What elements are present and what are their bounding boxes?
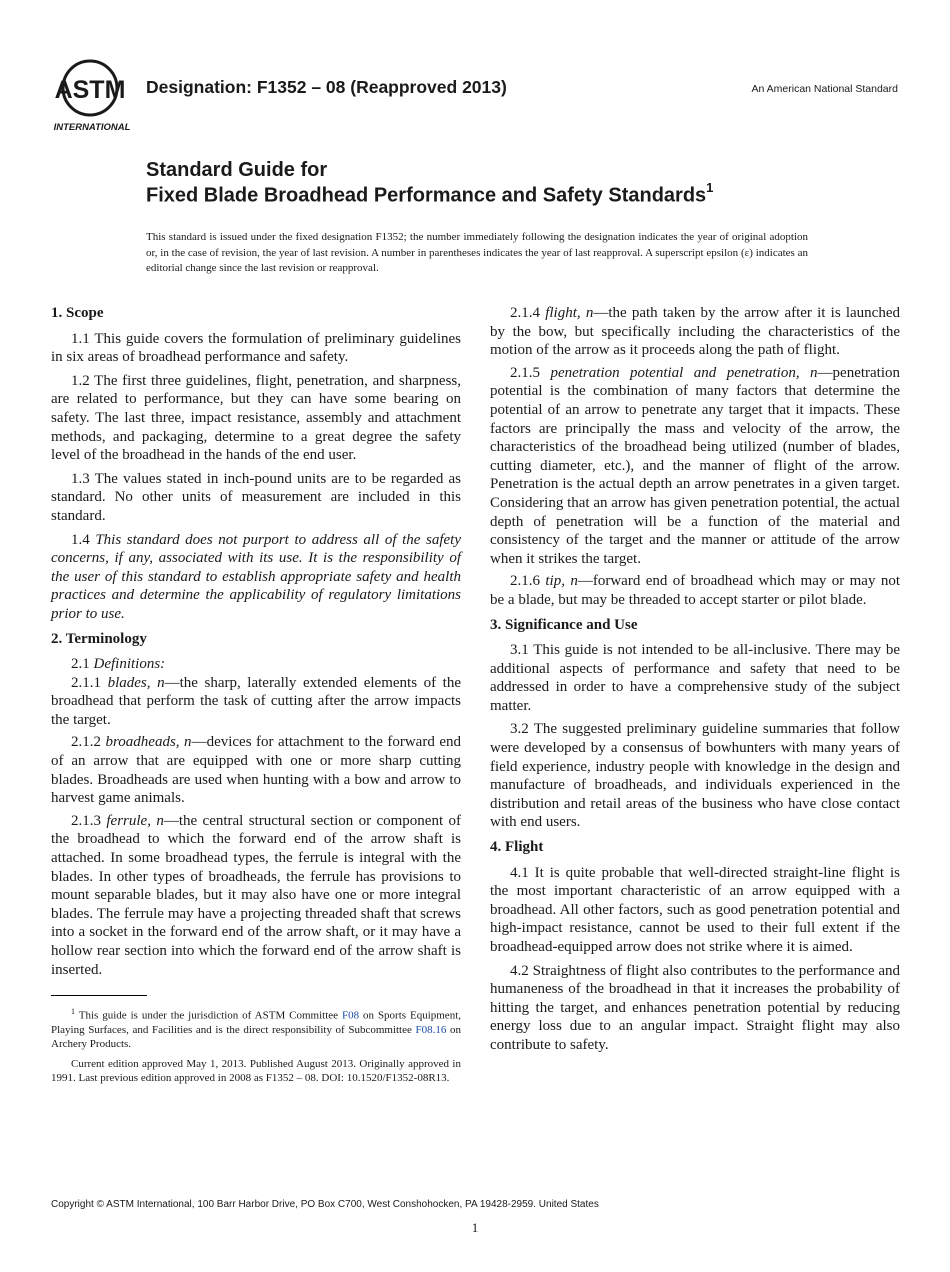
section-heading-flight: 4. Flight bbox=[490, 839, 544, 856]
definition-text: —the path taken by the arrow after it is launched by the bow, but specifically including the characteristics of the motion of the arrow as it proceeds along the path of flight. bbox=[490, 305, 900, 359]
designation: Designation: F1352 – 08 (Reapproved 2013) bbox=[146, 77, 507, 97]
title-line-2 bbox=[146, 182, 713, 208]
footnote-divider bbox=[51, 995, 147, 996]
definition-tip bbox=[490, 572, 900, 609]
logo-subtext: INTERNATIONAL bbox=[53, 122, 131, 133]
subcommittee-link-f08-16[interactable]: F08.16 bbox=[415, 1024, 447, 1037]
paragraph-4-1: 4.1 It is quite probable that well-directed straight-line flight is the most important characteristic of an arrow equipped with a broadhead. All other factors, such as good penetration potential and high-impact resistance, cannot be used to their full extent if the broadhead-equipped arrow does not strike where it is aimed. bbox=[490, 864, 900, 955]
committee-link-f08[interactable]: F08 bbox=[341, 1009, 360, 1022]
national-standard-label: An American National Standard bbox=[751, 83, 898, 95]
page-number: 1 bbox=[471, 1220, 479, 1235]
copyright-notice: Copyright © ASTM International, 100 Barr Harbor Drive, PO Box C700, West Conshohocken, PA 19428-2959. United States bbox=[51, 1199, 599, 1210]
paragraph-number: 2.1.3 bbox=[71, 812, 107, 829]
section-heading-terminology: 2. Terminology bbox=[51, 630, 147, 647]
paragraph-2-1 bbox=[51, 655, 461, 674]
definition-flight bbox=[490, 304, 900, 360]
footnote-text: This guide is under the jurisdiction of ASTM Committee bbox=[75, 1009, 342, 1022]
paragraph-number: 1.4 bbox=[71, 531, 96, 548]
footnote-edition: Current edition approved May 1, 2013. Published August 2013. Originally approved in 1991. Last previous edition approved in 2008 as F1352 – 08. DOI: 10.1520/F1352-08R13. bbox=[51, 1057, 461, 1085]
paragraph-3-1: 3.1 This guide is not intended to be all-inclusive. There may be additional aspects of performance and safety that need to be addressed in order to have a comprehensive study of the subject matter. bbox=[490, 642, 900, 714]
paragraph-number: 2.1.1 bbox=[71, 674, 108, 691]
paragraph-number: 2.1 bbox=[71, 656, 94, 673]
paragraph-number: 2.1.2 bbox=[71, 734, 106, 751]
right-column bbox=[490, 304, 900, 1060]
title-text: Fixed Blade Broadhead Performance and Safety Standards bbox=[146, 184, 707, 207]
definition-penetration bbox=[490, 364, 900, 569]
paragraph-1-3: 1.3 The values stated in inch-pound units are to be regarded as standard. No other units of measurement are included in this standard. bbox=[51, 470, 461, 524]
logo-text: ASTM bbox=[54, 76, 126, 104]
paragraph-1-4 bbox=[51, 531, 461, 624]
term: flight, n bbox=[545, 305, 594, 321]
title-footnote-mark: 1 bbox=[706, 180, 714, 195]
paragraph-number: 2.1.4 bbox=[510, 305, 546, 321]
paragraph-1-2: 1.2 The first three guidelines, flight, penetration, and sharpness, are related to performance, but they can have some bearing on safety. The last three, impact resistance, assembly and attachment methods, and packaging, determine to a great degree the safety level of the broadhead in the hands of the end user. bbox=[51, 372, 461, 464]
paragraph-3-2: 3.2 The suggested preliminary guideline summaries that follow were developed by a consensus of bowhunters with many years of field experience, industry people with knowledge in the design and manufacture of broadheads, and individuals experienced in the distribution and retail areas of the business who have close contact with end users. bbox=[490, 721, 900, 831]
footnote-mark: 1 bbox=[71, 1007, 75, 1017]
definition-text: —the central structural section or component of the broadhead to which the forward end of the arrow shaft is attached. In some broadhead types, the ferrule is integral with the blades. In other types of broadheads, the ferrule has provisions to mount separable blades, but it may also have one or more integral blades. The ferrule may have a projecting threaded shaft that screws into a socket in the forward end of the arrow shaft, or it may have a hollow rear section into which the forward end of the arrow shaft is inserted. bbox=[51, 812, 462, 978]
term: tip, n bbox=[545, 573, 578, 590]
section-heading-scope: 1. Scope bbox=[51, 305, 104, 321]
paragraph-number: 2.1.6 bbox=[510, 573, 546, 590]
definition-text: —forward end of broadhead which may or may not be a blade, but may be threaded to accept starter or pilot blade. bbox=[490, 573, 900, 608]
footnote-1 bbox=[51, 1005, 461, 1052]
term: broadheads, n bbox=[105, 734, 192, 751]
title-line-1: Standard Guide for bbox=[146, 159, 328, 181]
paragraph-4-2: 4.2 Straightness of flight also contributes to the performance and humaneness of the broadhead in that it increases the probability of hitting the target, and enhances penetration potential by reducing energy loss due to an angular impact. Straight flight may also contribute to safety. bbox=[490, 962, 900, 1053]
definitions-label: Definitions: bbox=[93, 656, 166, 673]
definition-ferrule bbox=[51, 812, 461, 979]
footnote-text: on Sports Equipment, Playing Surfaces, and Facilities and is the direct responsibility of Subcommittee bbox=[51, 1009, 462, 1037]
definition-broadheads bbox=[51, 733, 461, 807]
definition-text: —devices for attachment to the forward end of an arrow that are equipped with one or more sharp cutting blades. Broadheads are used when hunting with a bow and arrow to harvest game animals. bbox=[51, 734, 462, 807]
intro-paragraph: This standard is issued under the fixed designation F1352; the number immediately following the designation indicates the year of original adoption or, in the case of revision, the year of last revision. A number in parentheses indicates the year of last reapproval. A superscript epsilon (ε) indicates an editorial change since the last revision or reapproval. bbox=[146, 231, 808, 274]
term: blades, n bbox=[107, 674, 165, 691]
term: penetration potential and penetration, n bbox=[550, 364, 818, 381]
definition-text: —penetration potential is the combination of many factors that determine the potential of an arrow to penetrate any target that it impacts. These factors are principally the mass and velocity of the arrow, the characteristics of the broadhead being utilized (number of blades, cutting diameter, etc.), and the manner of flight of the arrow. Penetration is the actual depth an arrow penetrates in a given target. Considering that an arrow has given penetration potential, the actual depth of penetration will be a function of the material and consistency of the target and the manner or attitude of the arrow when it strikes the target. bbox=[490, 364, 901, 567]
left-column bbox=[51, 304, 461, 1090]
paragraph-number: 2.1.5 bbox=[510, 364, 551, 381]
astm-logo bbox=[52, 58, 136, 134]
footnote-text: on Archery Products. bbox=[51, 1024, 461, 1051]
safety-caveat: This standard does not purport to address all of the safety concerns, if any, associated with its use. It is the responsibility of the user of this standard to establish appropriate safety and health practices and determine the applicability of regulatory limitations prior to use. bbox=[51, 531, 462, 622]
definition-blades bbox=[51, 674, 461, 730]
term: ferrule, n bbox=[106, 812, 164, 829]
definition-text: —the sharp, laterally extended elements of the broadhead that perform the task of cutting after the arrow impacts the target. bbox=[51, 674, 462, 728]
paragraph-1-1: 1.1 This guide covers the formulation of preliminary guidelines in six areas of broadhead performance and safety. bbox=[51, 330, 461, 366]
section-heading-significance: 3. Significance and Use bbox=[490, 616, 638, 633]
